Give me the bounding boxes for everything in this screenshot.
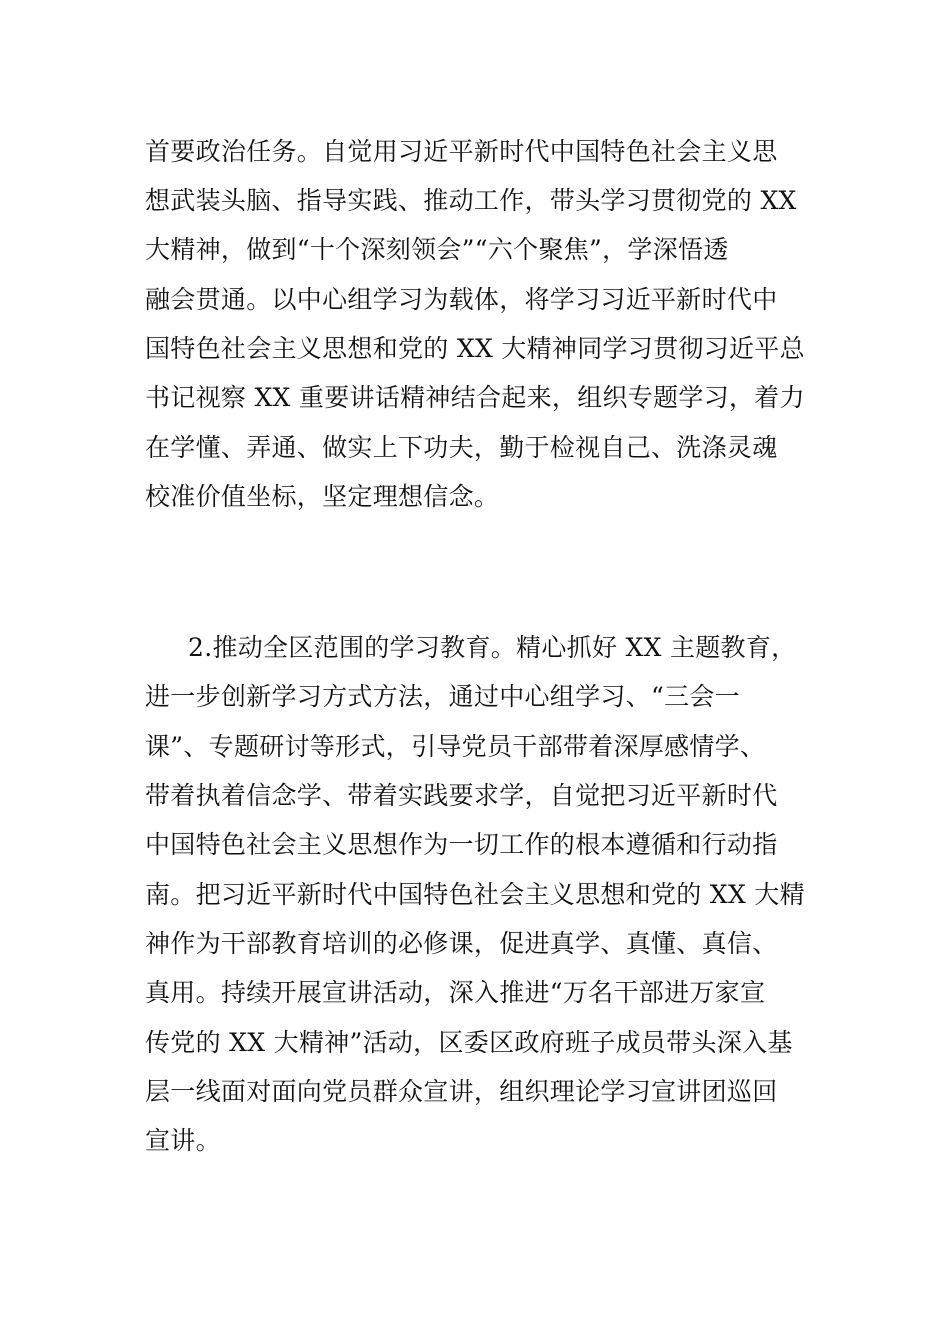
paragraph-line: 国特色社会主义思想和党的 XX 大精神同学习贯彻习近平总 bbox=[145, 334, 805, 363]
paragraph-line: 课”、专题研讨等形式，引导党员干部带着深厚感情学、 bbox=[145, 732, 766, 761]
paragraph-line: 想武装头脑、指导实践、推动工作，带头学习贯彻党的 XX bbox=[145, 186, 797, 215]
paragraph-line: 神作为干部教育培训的必修课，促进真学、真懂、真信、 bbox=[145, 929, 778, 958]
paragraph-line: 2.推动全区范围的学习教育。精心抓好 XX 主题教育， bbox=[188, 633, 797, 662]
paragraph-line: 首要政治任务。自觉用习近平新时代中国特色社会主义思 bbox=[145, 137, 778, 166]
paragraph-line: 南。把习近平新时代中国特色社会主义思想和党的 XX 大精 bbox=[145, 880, 805, 909]
paragraph-line: 大精神，做到“十个深刻领会”“六个聚焦”，学深悟透 bbox=[145, 235, 729, 264]
paragraph-line: 真用。持续开展宣讲活动，深入推进“万名干部进万家宣 bbox=[145, 978, 766, 1007]
paragraph-line: 在学懂、弄通、做实上下功夫，勤于检视自己、洗涤灵魂 bbox=[145, 433, 778, 462]
paragraph-line: 书记视察 XX 重要讲话精神结合起来，组织专题学习，着力 bbox=[145, 383, 805, 412]
paragraph-line: 层一线面对面向党员群众宣讲，组织理论学习宣讲团巡回 bbox=[145, 1077, 778, 1106]
paragraph-line: 带着执着信念学、带着实践要求学，自觉把习近平新时代 bbox=[145, 781, 778, 810]
paragraph-line: 中国特色社会主义思想作为一切工作的根本遵循和行动指 bbox=[145, 830, 778, 859]
paragraph-line: 宣讲。 bbox=[145, 1126, 221, 1155]
paragraph-line: 融会贯通。以中心组学习为载体，将学习习近平新时代中 bbox=[145, 285, 778, 314]
paragraph-line: 传党的 XX 大精神”活动，区委区政府班子成员带头深入基 bbox=[145, 1028, 793, 1057]
paragraph-line: 进一步创新学习方式方法，通过中心组学习、“三会一 bbox=[145, 682, 740, 711]
paragraph-line: 校准价值坐标，坚定理想信念。 bbox=[145, 482, 500, 511]
